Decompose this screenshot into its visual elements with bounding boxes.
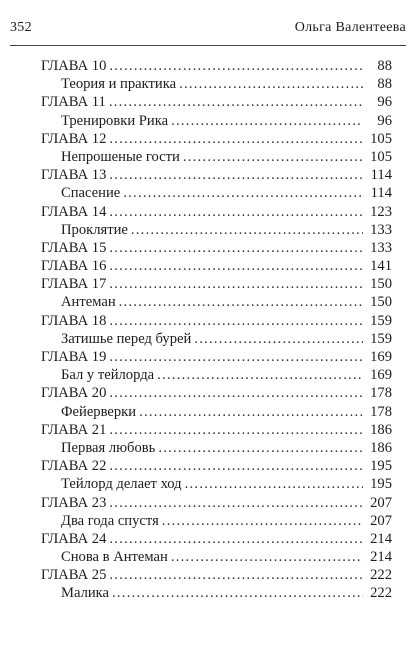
toc-section-entry bbox=[41, 584, 392, 602]
toc-dot-leader bbox=[131, 221, 363, 239]
toc-page-number: 222 bbox=[370, 567, 392, 584]
toc-page-number: 178 bbox=[370, 385, 392, 402]
toc-page-number: 169 bbox=[370, 349, 392, 365]
toc-page-number: 150 bbox=[370, 276, 392, 293]
toc-dot-leader bbox=[109, 421, 363, 439]
toc-entry-title: ГЛАВА 24 bbox=[41, 530, 107, 547]
toc-page-number: 150 bbox=[370, 294, 392, 311]
toc-page-number: 207 bbox=[370, 512, 392, 529]
toc-entry-title: Теория и практика bbox=[61, 76, 177, 93]
toc-page-number: 105 bbox=[370, 148, 392, 165]
toc-section-entry bbox=[41, 512, 392, 530]
toc-chapter-entry bbox=[41, 239, 392, 257]
toc-entry-title: Затишье перед бурей bbox=[61, 330, 192, 347]
toc-dot-leader bbox=[109, 57, 363, 75]
toc-page-number: 105 bbox=[370, 130, 392, 147]
toc-entry-title: ГЛАВА 21 bbox=[41, 421, 107, 438]
toc-entry-title: ГЛАВА 11 bbox=[41, 94, 106, 111]
toc-entry-title: ГЛАВА 23 bbox=[41, 494, 107, 511]
toc-section-entry bbox=[41, 112, 392, 130]
toc-chapter-entry bbox=[41, 203, 392, 221]
toc-section-entry bbox=[41, 548, 392, 566]
toc-chapter-entry bbox=[41, 457, 392, 475]
toc-dot-leader bbox=[109, 166, 363, 184]
page-number: 352 bbox=[10, 20, 32, 35]
toc-entry-title: ГЛАВА 19 bbox=[41, 349, 107, 365]
toc-page-number: 214 bbox=[370, 549, 392, 566]
toc-page-number: 114 bbox=[370, 185, 392, 202]
toc-chapter-entry bbox=[41, 312, 392, 330]
toc-section-entry bbox=[41, 403, 392, 421]
toc-section-entry bbox=[41, 293, 392, 311]
toc-page-number: 88 bbox=[377, 58, 392, 74]
page-header bbox=[10, 20, 406, 40]
toc-page-number: 96 bbox=[377, 112, 392, 129]
toc-dot-leader bbox=[109, 275, 363, 293]
toc-chapter-entry bbox=[41, 93, 392, 111]
toc-dot-leader bbox=[179, 75, 363, 93]
toc-entry-title: ГЛАВА 18 bbox=[41, 312, 107, 329]
toc-entry-title: ГЛАВА 10 bbox=[41, 58, 107, 74]
toc-entry-title: Фейерверки bbox=[61, 403, 137, 420]
toc-entry-title: Непрошеные гости bbox=[61, 148, 180, 165]
toc-entry-title: ГЛАВА 22 bbox=[41, 458, 107, 475]
toc-page-number: 96 bbox=[377, 94, 392, 111]
toc-page-number: 214 bbox=[370, 530, 392, 547]
toc-section-entry bbox=[41, 184, 392, 202]
toc-page-number: 207 bbox=[370, 494, 392, 511]
toc-dot-leader bbox=[109, 130, 363, 148]
toc-chapter-entry bbox=[41, 57, 392, 75]
toc-entry-title: Первая любовь bbox=[61, 439, 156, 456]
toc-section-entry bbox=[41, 75, 392, 93]
toc-chapter-entry bbox=[41, 530, 392, 548]
toc-entry-title: Проклятие bbox=[61, 221, 128, 238]
toc-chapter-entry bbox=[41, 348, 392, 366]
toc-page-number: 133 bbox=[370, 221, 392, 238]
toc-dot-leader bbox=[185, 475, 363, 493]
toc-dot-leader bbox=[123, 184, 363, 202]
toc-chapter-entry bbox=[41, 130, 392, 148]
toc-page-number: 114 bbox=[370, 167, 392, 184]
toc-chapter-entry bbox=[41, 275, 392, 293]
toc-page-number: 195 bbox=[370, 476, 392, 493]
toc-entry-title: ГЛАВА 14 bbox=[41, 203, 107, 220]
toc-dot-leader bbox=[109, 312, 363, 330]
header-rule bbox=[10, 45, 406, 46]
toc-page-number: 123 bbox=[370, 203, 392, 220]
toc-dot-leader bbox=[109, 239, 363, 257]
toc-dot-leader bbox=[109, 93, 363, 111]
running-title: Ольга Валентеева bbox=[294, 20, 406, 35]
toc-dot-leader bbox=[109, 566, 363, 584]
toc-dot-leader bbox=[109, 494, 363, 512]
toc-entry-title: Бал у тейлорда bbox=[61, 367, 155, 384]
toc-page-number: 186 bbox=[370, 421, 392, 438]
toc-section-entry bbox=[41, 330, 392, 348]
toc-page-number: 133 bbox=[370, 239, 392, 256]
toc-entry-title: Антеман bbox=[61, 294, 116, 311]
toc-entry-title: ГЛАВА 25 bbox=[41, 567, 107, 584]
toc-dot-leader bbox=[183, 148, 363, 166]
toc-entry-title: ГЛАВА 16 bbox=[41, 258, 107, 275]
toc-section-entry bbox=[41, 366, 392, 384]
toc-chapter-entry bbox=[41, 566, 392, 584]
toc-dot-leader bbox=[157, 366, 363, 384]
toc-section-entry bbox=[41, 148, 392, 166]
toc-entry-title: ГЛАВА 17 bbox=[41, 276, 107, 293]
toc-dot-leader bbox=[158, 439, 363, 457]
toc-entry-title: Тейлорд делает ход bbox=[61, 476, 182, 493]
toc-dot-leader bbox=[109, 348, 363, 366]
toc-page-number: 141 bbox=[370, 258, 392, 275]
table-of-contents bbox=[41, 57, 392, 603]
toc-dot-leader bbox=[109, 203, 363, 221]
toc-dot-leader bbox=[171, 548, 363, 566]
toc-entry-title: ГЛАВА 20 bbox=[41, 385, 107, 402]
toc-page-number: 159 bbox=[370, 330, 392, 347]
toc-entry-title: Тренировки Рика bbox=[61, 112, 169, 129]
toc-section-entry bbox=[41, 475, 392, 493]
toc-page-number: 222 bbox=[370, 585, 392, 602]
toc-dot-leader bbox=[119, 293, 363, 311]
toc-chapter-entry bbox=[41, 257, 392, 275]
toc-entry-title: ГЛАВА 13 bbox=[41, 167, 107, 184]
toc-entry-title: Снова в Антеман bbox=[61, 549, 168, 566]
toc-section-entry bbox=[41, 221, 392, 239]
toc-page-number: 178 bbox=[370, 403, 392, 420]
toc-page-number: 195 bbox=[370, 458, 392, 475]
toc-page-number: 159 bbox=[370, 312, 392, 329]
toc-chapter-entry bbox=[41, 421, 392, 439]
toc-page-number: 88 bbox=[377, 76, 392, 93]
toc-dot-leader bbox=[171, 112, 363, 130]
toc-dot-leader bbox=[162, 512, 363, 530]
toc-dot-leader bbox=[194, 330, 363, 348]
toc-dot-leader bbox=[109, 384, 363, 402]
toc-dot-leader bbox=[109, 530, 363, 548]
toc-dot-leader bbox=[112, 584, 363, 602]
toc-page-number: 186 bbox=[370, 439, 392, 456]
toc-entry-title: ГЛАВА 12 bbox=[41, 130, 107, 147]
toc-entry-title: Малика bbox=[61, 585, 110, 602]
toc-section-entry bbox=[41, 439, 392, 457]
toc-chapter-entry bbox=[41, 494, 392, 512]
toc-chapter-entry bbox=[41, 166, 392, 184]
toc-entry-title: Два года спустя bbox=[61, 512, 159, 529]
toc-dot-leader bbox=[139, 403, 363, 421]
toc-chapter-entry bbox=[41, 384, 392, 402]
toc-dot-leader bbox=[109, 257, 363, 275]
toc-dot-leader bbox=[109, 457, 363, 475]
toc-page-number: 169 bbox=[370, 367, 392, 384]
toc-entry-title: ГЛАВА 15 bbox=[41, 239, 107, 256]
toc-entry-title: Спасение bbox=[61, 185, 121, 202]
